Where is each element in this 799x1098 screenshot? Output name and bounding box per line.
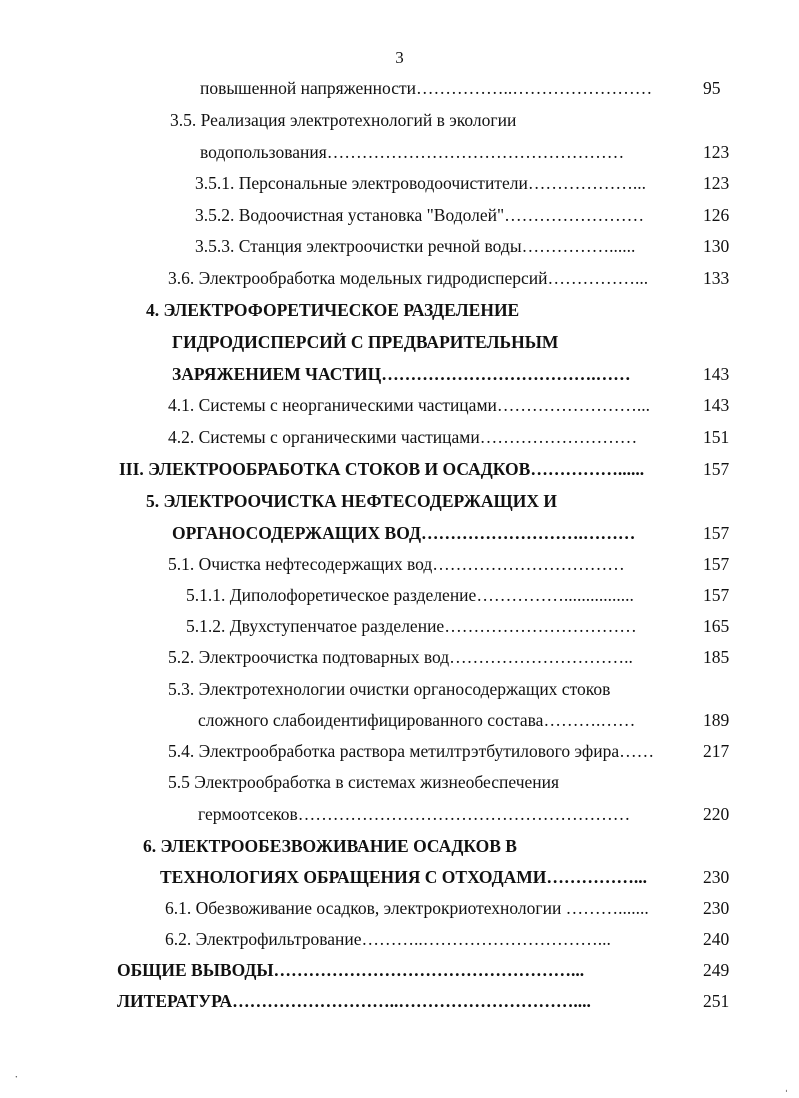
toc-entry-text: 5.1.1. Диполофоретическое разделение……………................ [186, 585, 634, 605]
toc-entry-text: 6.2. Электрофильтрование………..…………………………... [165, 929, 611, 949]
toc-entry-text: 5.1. Очистка нефтесодержащих вод…………………………… [168, 554, 625, 574]
toc-entry-page: 95 [703, 78, 721, 98]
toc-heading: ЛИТЕРАТУРА………………………..………………………….... [117, 991, 591, 1011]
toc-entry-page: 157 [703, 585, 730, 605]
toc-entry-page: 217 [703, 741, 730, 761]
toc-entry-page: 230 [703, 898, 730, 918]
toc-entry-text: 3.5.1. Персональные электроводоочистители………………... [195, 173, 646, 193]
page-number: 3 [395, 48, 404, 67]
toc-entry-text: 5.4. Электрообработка раствора метилтрэтбутилового эфира…… [168, 741, 655, 761]
toc-heading: 6. ЭЛЕКТРООБЕЗВОЖИВАНИЕ ОСАДКОВ В [143, 836, 517, 856]
toc-entry-text: 3.6. Электрообработка модельных гидродисперсий……………... [168, 268, 649, 288]
toc-entry-page: 230 [703, 867, 730, 887]
toc-entry-page: 130 [703, 236, 730, 256]
toc-entry-text: 5.1.2. Двухступенчатое разделение…………………………… [186, 616, 637, 636]
toc-heading: ЗАРЯЖЕНИЕМ ЧАСТИЦ……………………………….…… [172, 364, 631, 384]
toc-entry-page: 220 [703, 804, 730, 824]
toc-entry-page: 126 [703, 205, 730, 225]
toc-heading: ОРГАНОСОДЕРЖАЩИХ ВОД……………………….……… [172, 523, 636, 543]
toc-entry-page: 185 [703, 647, 730, 667]
toc-entry-page: 133 [703, 268, 730, 288]
toc-entry-text: 4.2. Системы с органическими частицами……………………… [168, 427, 638, 447]
toc-heading: 4. ЭЛЕКТРОФОРЕТИЧЕСКОЕ РАЗДЕЛЕНИЕ [146, 300, 520, 320]
scan-mark: ˙ [14, 1074, 19, 1089]
toc-entry-text: 6.1. Обезвоживание осадков, электрокриотехнологии ………....... [165, 898, 649, 918]
toc-entry-page: 157 [703, 459, 730, 479]
toc-entry-page: 157 [703, 523, 730, 543]
toc-heading: III. ЭЛЕКТРООБРАБОТКА СТОКОВ И ОСАДКОВ……………...... [119, 459, 645, 479]
toc-entry-page: 123 [703, 173, 730, 193]
toc-entry-text: сложного слабоидентифицированного состава……….…… [198, 710, 636, 730]
toc-entry-text: 5.2. Электроочистка подтоварных вод………………………….. [168, 647, 633, 667]
toc-entry-page: 251 [703, 991, 730, 1011]
toc-entry-page: 151 [703, 427, 730, 447]
toc-heading: ГИДРОДИСПЕРСИЙ С ПРЕДВАРИТЕЛЬНЫМ [172, 332, 559, 352]
toc-entry-text: гермоотсеков………………………………………………… [198, 804, 631, 824]
toc-heading: ТЕХНОЛОГИЯХ ОБРАЩЕНИЯ С ОТХОДАМИ……………... [160, 867, 648, 887]
toc-entry-page: 143 [703, 395, 730, 415]
toc-entry-page: 189 [703, 710, 730, 730]
toc-heading: 5. ЭЛЕКТРООЧИСТКА НЕФТЕСОДЕРЖАЩИХ И [146, 491, 557, 511]
toc-entry-text: 5.5 Электрообработка в системах жизнеобеспечения [168, 772, 560, 792]
toc-entry-text: 3.5.2. Водоочистная установка "Водолей"…………………… [195, 205, 645, 225]
toc-entry-text: 3.5.3. Станция электроочистки речной воды……………...... [195, 236, 636, 256]
toc-entry-page: 240 [703, 929, 730, 949]
toc-heading: ОБЩИЕ ВЫВОДЫ……………………………………………... [117, 960, 585, 980]
toc-entry-text: водопользования…………………………………………… [200, 142, 625, 162]
toc-entry-text: 4.1. Системы с неорганическими частицами……………………... [168, 395, 651, 415]
toc-entry-page: 165 [703, 616, 730, 636]
toc-entry-page: 249 [703, 960, 730, 980]
scan-mark: ˌ [784, 1078, 789, 1093]
toc-entry-text: 3.5. Реализация электротехнологий в экологии [170, 110, 517, 130]
toc-entry-text: повышенной напряженности……………..…………………… [200, 78, 653, 98]
toc-entry-page: 143 [703, 364, 730, 384]
toc-entry-page: 123 [703, 142, 730, 162]
toc-entry-page: 157 [703, 554, 730, 574]
toc-entry-text: 5.3. Электротехнологии очистки органосодержащих стоков [168, 679, 611, 699]
